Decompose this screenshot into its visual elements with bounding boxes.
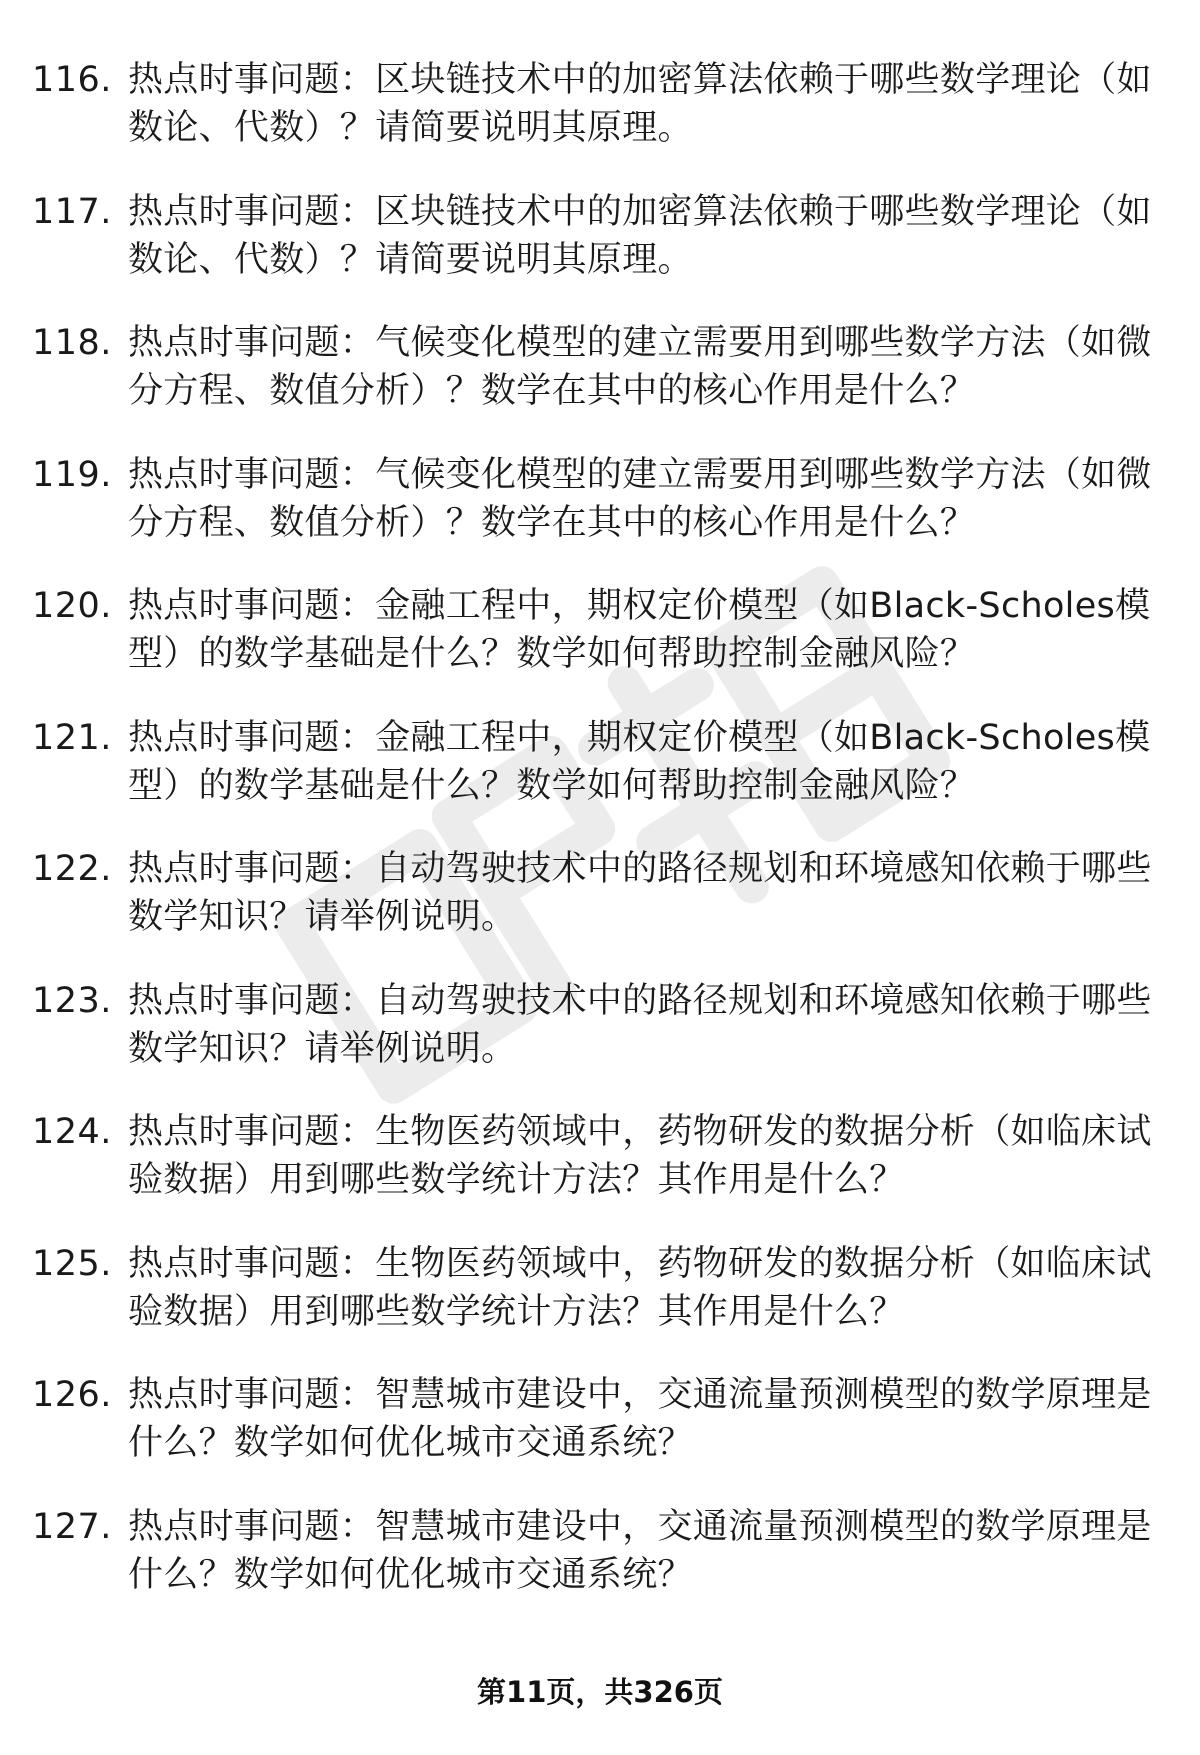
question-text: 热点时事问题：区块链技术中的加密算法依赖于哪些数学理论（如数论、代数）？请简要说明其原理。 — [128, 60, 1152, 148]
question-text: 热点时事问题：气候变化模型的建立需要用到哪些数学方法（如微分方程、数值分析）？数学在其中的核心作用是什么？ — [128, 323, 1152, 411]
question-text: 热点时事问题：金融工程中，期权定价模型（如Black-Scholes模型）的数学基础是什么？数学如何帮助控制金融风险？ — [128, 717, 1151, 806]
question-text: 热点时事问题：智慧城市建设中，交通流量预测模型的数学原理是什么？数学如何优化城市交通系统？ — [128, 1506, 1152, 1595]
question-text: 热点时事问题：智慧城市建设中，交通流量预测模型的数学原理是什么？数学如何优化城市交通系统？ — [128, 1375, 1152, 1463]
question-number: 127. — [32, 1506, 112, 1547]
question-item — [0, 1503, 1200, 1635]
question-text: 热点时事问题：气候变化模型的建立需要用到哪些数学方法（如微分方程、数值分析）？数学在其中的核心作用是什么？ — [128, 454, 1152, 543]
question-number: 124. — [32, 1112, 112, 1152]
question-number: 125. — [32, 1243, 112, 1284]
question-text: 热点时事问题：生物医药领域中，药物研发的数据分析（如临床试验数据）用到哪些数学统计方法？其作用是什么？ — [128, 1243, 1152, 1332]
question-number: 126. — [32, 1375, 112, 1415]
question-item — [0, 1108, 1200, 1240]
question-item — [0, 845, 1200, 977]
question-text: 热点时事问题：自动驾驶技术中的路径规划和环境感知依赖于哪些数学知识？请举例说明。 — [128, 980, 1152, 1069]
question-text: 热点时事问题：自动驾驶技术中的路径规划和环境感知依赖于哪些数学知识？请举例说明。 — [128, 849, 1152, 937]
question-number: 118. — [32, 323, 112, 363]
question-number: 116. — [32, 60, 112, 100]
question-text: 热点时事问题：生物医药领域中，药物研发的数据分析（如临床试验数据）用到哪些数学统计方法？其作用是什么？ — [128, 1112, 1152, 1200]
question-number: 119. — [32, 454, 112, 495]
question-item — [0, 977, 1200, 1109]
question-item — [0, 56, 1200, 188]
question-number: 117. — [32, 191, 112, 232]
question-item — [0, 1371, 1200, 1503]
question-number: 122. — [32, 849, 112, 889]
page-number-label: 第11页，共326页 — [477, 1675, 723, 1709]
question-item — [0, 1240, 1200, 1372]
page-footer — [0, 1672, 1200, 1712]
question-item — [0, 451, 1200, 583]
question-item — [0, 188, 1200, 320]
question-number: 123. — [32, 980, 112, 1021]
question-number: 121. — [32, 717, 112, 758]
question-text: 热点时事问题：金融工程中，期权定价模型（如Black-Scholes模型）的数学基础是什么？数学如何帮助控制金融风险？ — [128, 586, 1151, 674]
question-list — [0, 56, 1200, 1634]
question-item — [0, 319, 1200, 451]
question-text: 热点时事问题：区块链技术中的加密算法依赖于哪些数学理论（如数论、代数）？请简要说明其原理。 — [128, 191, 1152, 280]
question-item — [0, 582, 1200, 714]
question-number: 120. — [32, 586, 112, 626]
question-item — [0, 714, 1200, 846]
